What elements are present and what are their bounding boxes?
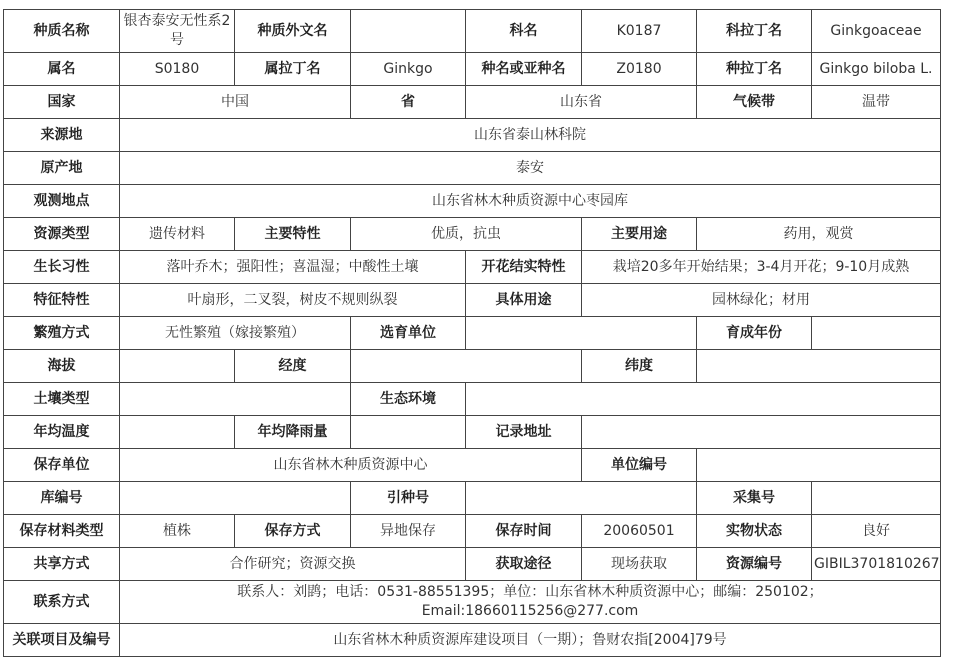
ecology-value (466, 383, 941, 416)
latitude-label: 纬度 (582, 350, 697, 383)
storage-time-value: 20060501 (582, 515, 697, 548)
related-project-value: 山东省林木种质资源库建设项目（一期）；鲁财农指[2004]79号 (120, 624, 941, 657)
resource-number-label: 资源编号 (697, 548, 812, 581)
species-latin-label: 种拉丁名 (697, 53, 812, 86)
resource-number-value: GIBIL3701810267 (812, 548, 941, 581)
specific-use-label: 具体用途 (466, 284, 582, 317)
propagation-label: 繁殖方式 (4, 317, 120, 350)
foreign-name-label: 种质外文名 (235, 10, 351, 53)
unit-number-label: 单位编号 (582, 449, 697, 482)
physical-state-value: 良好 (812, 515, 941, 548)
annual-temp-label: 年均温度 (4, 416, 120, 449)
growth-habit-label: 生长习性 (4, 251, 120, 284)
storage-unit-label: 保存单位 (4, 449, 120, 482)
genus-label: 属名 (4, 53, 120, 86)
source-label: 来源地 (4, 119, 120, 152)
storage-method-label: 保存方式 (235, 515, 351, 548)
resource-type-label: 资源类型 (4, 218, 120, 251)
storage-material-label: 保存材料类型 (4, 515, 120, 548)
collection-number-value (812, 482, 941, 515)
breeding-year-value (812, 317, 941, 350)
main-use-label: 主要用途 (582, 218, 697, 251)
breeding-year-label: 育成年份 (697, 317, 812, 350)
storage-time-label: 保存时间 (466, 515, 582, 548)
related-project-label: 关联项目及编号 (4, 624, 120, 657)
sharing-method-value: 合作研究；资源交换 (120, 548, 466, 581)
access-method-value: 现场获取 (582, 548, 697, 581)
contact-value (120, 581, 941, 624)
specific-use-value: 园林绿化；材用 (582, 284, 941, 317)
unit-number-value (697, 449, 941, 482)
contact-label: 联系方式 (4, 581, 120, 624)
annual-rain-label: 年均降雨量 (235, 416, 351, 449)
origin-value: 泰安 (120, 152, 941, 185)
province-label: 省 (351, 86, 466, 119)
climate-label: 气候带 (697, 86, 812, 119)
record-address-label: 记录地址 (466, 416, 582, 449)
introduction-number-label: 引种号 (351, 482, 466, 515)
germplasm-name-value: 银杏泰安无性系2号 (120, 10, 235, 53)
germplasm-info-table (3, 9, 941, 657)
species-latin-value: Ginkgo biloba L. (812, 53, 941, 86)
flower-fruit-label: 开花结实特性 (466, 251, 582, 284)
flower-fruit-value: 栽培20多年开始结果；3-4月开花；9-10月成熟 (582, 251, 941, 284)
family-latin-label: 科拉丁名 (697, 10, 812, 53)
resource-type-value: 遗传材料 (120, 218, 235, 251)
breeding-unit-value (466, 317, 697, 350)
foreign-name-value (351, 10, 466, 53)
family-label: 科名 (466, 10, 582, 53)
species-value: Z0180 (582, 53, 697, 86)
province-value: 山东省 (466, 86, 697, 119)
characteristics-value: 叶扇形，二叉裂，树皮不规则纵裂 (120, 284, 466, 317)
contact-line-2: Email:18660115256@277.com (421, 603, 639, 619)
annual-temp-value (120, 416, 235, 449)
access-method-label: 获取途径 (466, 548, 582, 581)
genus-latin-value: Ginkgo (351, 53, 466, 86)
physical-state-label: 实物状态 (697, 515, 812, 548)
soil-type-value (120, 383, 351, 416)
family-latin-value: Ginkgoaceae (812, 10, 941, 53)
country-label: 国家 (4, 86, 120, 119)
record-address-value (582, 416, 941, 449)
germplasm-name-label: 种质名称 (4, 10, 120, 53)
annual-rain-value (351, 416, 466, 449)
country-value: 中国 (120, 86, 351, 119)
main-use-value: 药用，观赏 (697, 218, 941, 251)
library-number-label: 库编号 (4, 482, 120, 515)
growth-habit-value: 落叶乔木；强阳性；喜温湿；中酸性土壤 (120, 251, 466, 284)
climate-value: 温带 (812, 86, 941, 119)
soil-type-label: 土壤类型 (4, 383, 120, 416)
genus-latin-label: 属拉丁名 (235, 53, 351, 86)
observation-site-label: 观测地点 (4, 185, 120, 218)
contact-line-1: 联系人：刘鹍；电话：0531-88551395；单位：山东省林木种质资源中心；邮编：250102； (237, 584, 823, 600)
sharing-method-label: 共享方式 (4, 548, 120, 581)
observation-site-value: 山东省林木种质资源中心枣园库 (120, 185, 941, 218)
genus-value: S0180 (120, 53, 235, 86)
longitude-value (351, 350, 582, 383)
origin-label: 原产地 (4, 152, 120, 185)
introduction-number-value (466, 482, 697, 515)
library-number-value (120, 482, 351, 515)
storage-unit-value: 山东省林木种质资源中心 (120, 449, 582, 482)
storage-method-value: 异地保存 (351, 515, 466, 548)
latitude-value (697, 350, 941, 383)
species-label: 种名或亚种名 (466, 53, 582, 86)
breeding-unit-label: 选育单位 (351, 317, 466, 350)
main-traits-value: 优质，抗虫 (351, 218, 582, 251)
storage-material-value: 植株 (120, 515, 235, 548)
ecology-label: 生态环境 (351, 383, 466, 416)
family-value: K0187 (582, 10, 697, 53)
main-traits-label: 主要特性 (235, 218, 351, 251)
characteristics-label: 特征特性 (4, 284, 120, 317)
propagation-value: 无性繁殖（嫁接繁殖） (120, 317, 351, 350)
longitude-label: 经度 (235, 350, 351, 383)
collection-number-label: 采集号 (697, 482, 812, 515)
altitude-value (120, 350, 235, 383)
source-value: 山东省泰山林科院 (120, 119, 941, 152)
altitude-label: 海拔 (4, 350, 120, 383)
